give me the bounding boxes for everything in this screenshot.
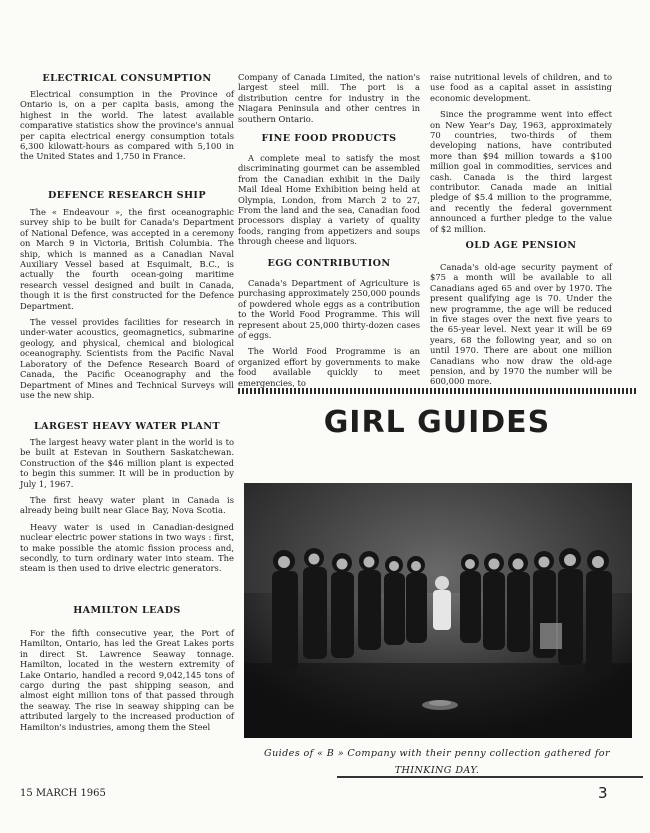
heavy-water-heading: LARGEST HEAVY WATER PLANT: [34, 421, 220, 432]
group-photo-illustration: [244, 483, 632, 738]
defence-paragraph-2: The vessel provides facilities for research in under-water acoustics, geomagnetics, submarine geology, and physical, chemical and biological oceanography. Scientists from the Pacific Naval Laboratory of the Defence Research Board of Canada, the Pacific Oceanography and the Department of Mines and Technical Surveys will use the new ship.: [20, 317, 234, 400]
defence-body: [20, 207, 234, 406]
egg-paragraph-1: Canada's Department of Agriculture is purchasing approximately 250,000 pounds of powdered whole eggs as a contribution to the World Food Programme. This will represent about 25,000 thirty-dozen cases of eggs.: [238, 278, 420, 341]
girl-guides-title: GIRL GUIDES: [323, 405, 551, 440]
pension-body: [430, 262, 612, 393]
hamilton-paragraph: For the fifth consecutive year, the Port of Hamilton, Ontario, has led the Great Lakes ports in direct St. Lawrence Seaway tonnage. Hamilton, located in the western extremity of Lake Ontario, handled a record 9,042,145 tons of cargo during the past shipping season, and almost eight million tons of that passed through the seaway. The rise in seaway shipping can be attributed largely to the increased production of Hamilton's industries, among them the Steel: [20, 628, 234, 732]
egg-heading: EGG CONTRIBUTION: [267, 258, 391, 269]
footer-rule: [337, 776, 643, 778]
footer-date: 15 MARCH 1965: [20, 788, 106, 799]
hamilton-body: [20, 628, 234, 738]
heavy-water-paragraph-2: The first heavy water plant in Canada is already being built near Glace Bay, Nova Scotia.: [20, 495, 234, 516]
hamilton-continuation: Company of Canada Limited, the nation's largest steel mill. The port is a distribution centre for industry in the Niagara Peninsula and other centres in southern Ontario.: [238, 72, 420, 124]
photo-caption-line-1: Guides of « B » Company with their penny collection gathered for: [264, 748, 610, 759]
egg-paragraph-2: The World Food Programme is an organized effort by governments to make food available quickly to meet emergencies, to: [238, 346, 420, 388]
girl-guides-photo: [244, 483, 632, 738]
section-divider: [238, 388, 636, 394]
pension-heading: OLD AGE PENSION: [465, 240, 577, 251]
photo-caption-line-2: THINKING DAY.: [394, 765, 480, 776]
electrical-body: [20, 89, 234, 168]
hamilton-heading: HAMILTON LEADS: [73, 605, 181, 616]
photo-caption: [238, 745, 636, 779]
heavy-water-paragraph-1: The largest heavy water plant in the world is to be built at Estevan in Southern Saskatchewan. Construction of the $46 million plant is expected to begin this summer. It will be in production by July 1, 1967.: [20, 437, 234, 489]
column-2-continuation: [238, 72, 420, 130]
food-paragraph: A complete meal to satisfy the most discriminating gourmet can be assembled from the Canadian exhibit in the Daily Mail Ideal Home Exhibition being held at Olympia, London, from March 2 to 27, From the land and the sea, Canadian food processors display a variety of quality foods, ranging from appetizers and soups through cheese and liquors.: [238, 153, 420, 247]
food-heading: FINE FOOD PRODUCTS: [261, 133, 397, 144]
column-3-body: [430, 72, 612, 240]
defence-paragraph-1: The « Endeavour », the first oceanographic survey ship to be built for Canada's Department of National Defence, was accepted in a ceremony on March 9 in Victoria, British Columbia. The ship, which is manned as a Canadian Naval Auxiliary Vessel based at Esquimalt, B.C., is actually the fourth ocean-going maritime research vessel designed and built in Canada, though it is the first constructed for the Defence Department.: [20, 207, 234, 311]
egg-continuation: raise nutritional levels of children, and to use food as a capital asset in assisting economic development.: [430, 72, 612, 103]
pension-paragraph: Canada's old-age security payment of $75 a month will be available to all Canadians aged 65 and over by 1970. The present qualifying age is 70. Under the new programme, the age will be reduced in five stages over the next five years to the 65-year level. Next year it will be 69 years, 68 the following year, and so on until 1970. There are about one million Canadians who now draw the old-age pension, and by 1970 the number will be 600,000 more.: [430, 262, 612, 387]
heavy-water-body: [20, 437, 234, 580]
food-body: [238, 153, 420, 253]
electrical-paragraph: Electrical consumption in the Province of Ontario is, on a per capita basis, among the highest in the world. The latest available comparative statistics show the province's annual per capita electrical energy consumption totals 6,300 kilowatt-hours as compared with 5,100 in the United States and 1,750 in France.: [20, 89, 234, 162]
electrical-heading: ELECTRICAL CONSUMPTION: [42, 73, 212, 84]
programme-paragraph: Since the programme went into effect on New Year's Day, 1963, approximately 70 countries, two-thirds of them developing nations, have contributed more than $94 million towards a $100 million goal in commodities, services and cash. Canada is the third largest contributor. Canada made an initial pledge of $5.4 million to the programme, and recently the federal government announced a further pledge to the value of $2 million.: [430, 109, 612, 234]
egg-body: [238, 278, 420, 394]
page-number: 3: [598, 784, 608, 802]
heavy-water-paragraph-3: Heavy water is used in Canadian-designed nuclear electric power stations in two ways : first, to make possible the atomic fission process and, secondly, to turn ordinary water into steam. The steam is then used to drive electric generators.: [20, 521, 234, 574]
defence-heading: DEFENCE RESEARCH SHIP: [48, 190, 206, 201]
